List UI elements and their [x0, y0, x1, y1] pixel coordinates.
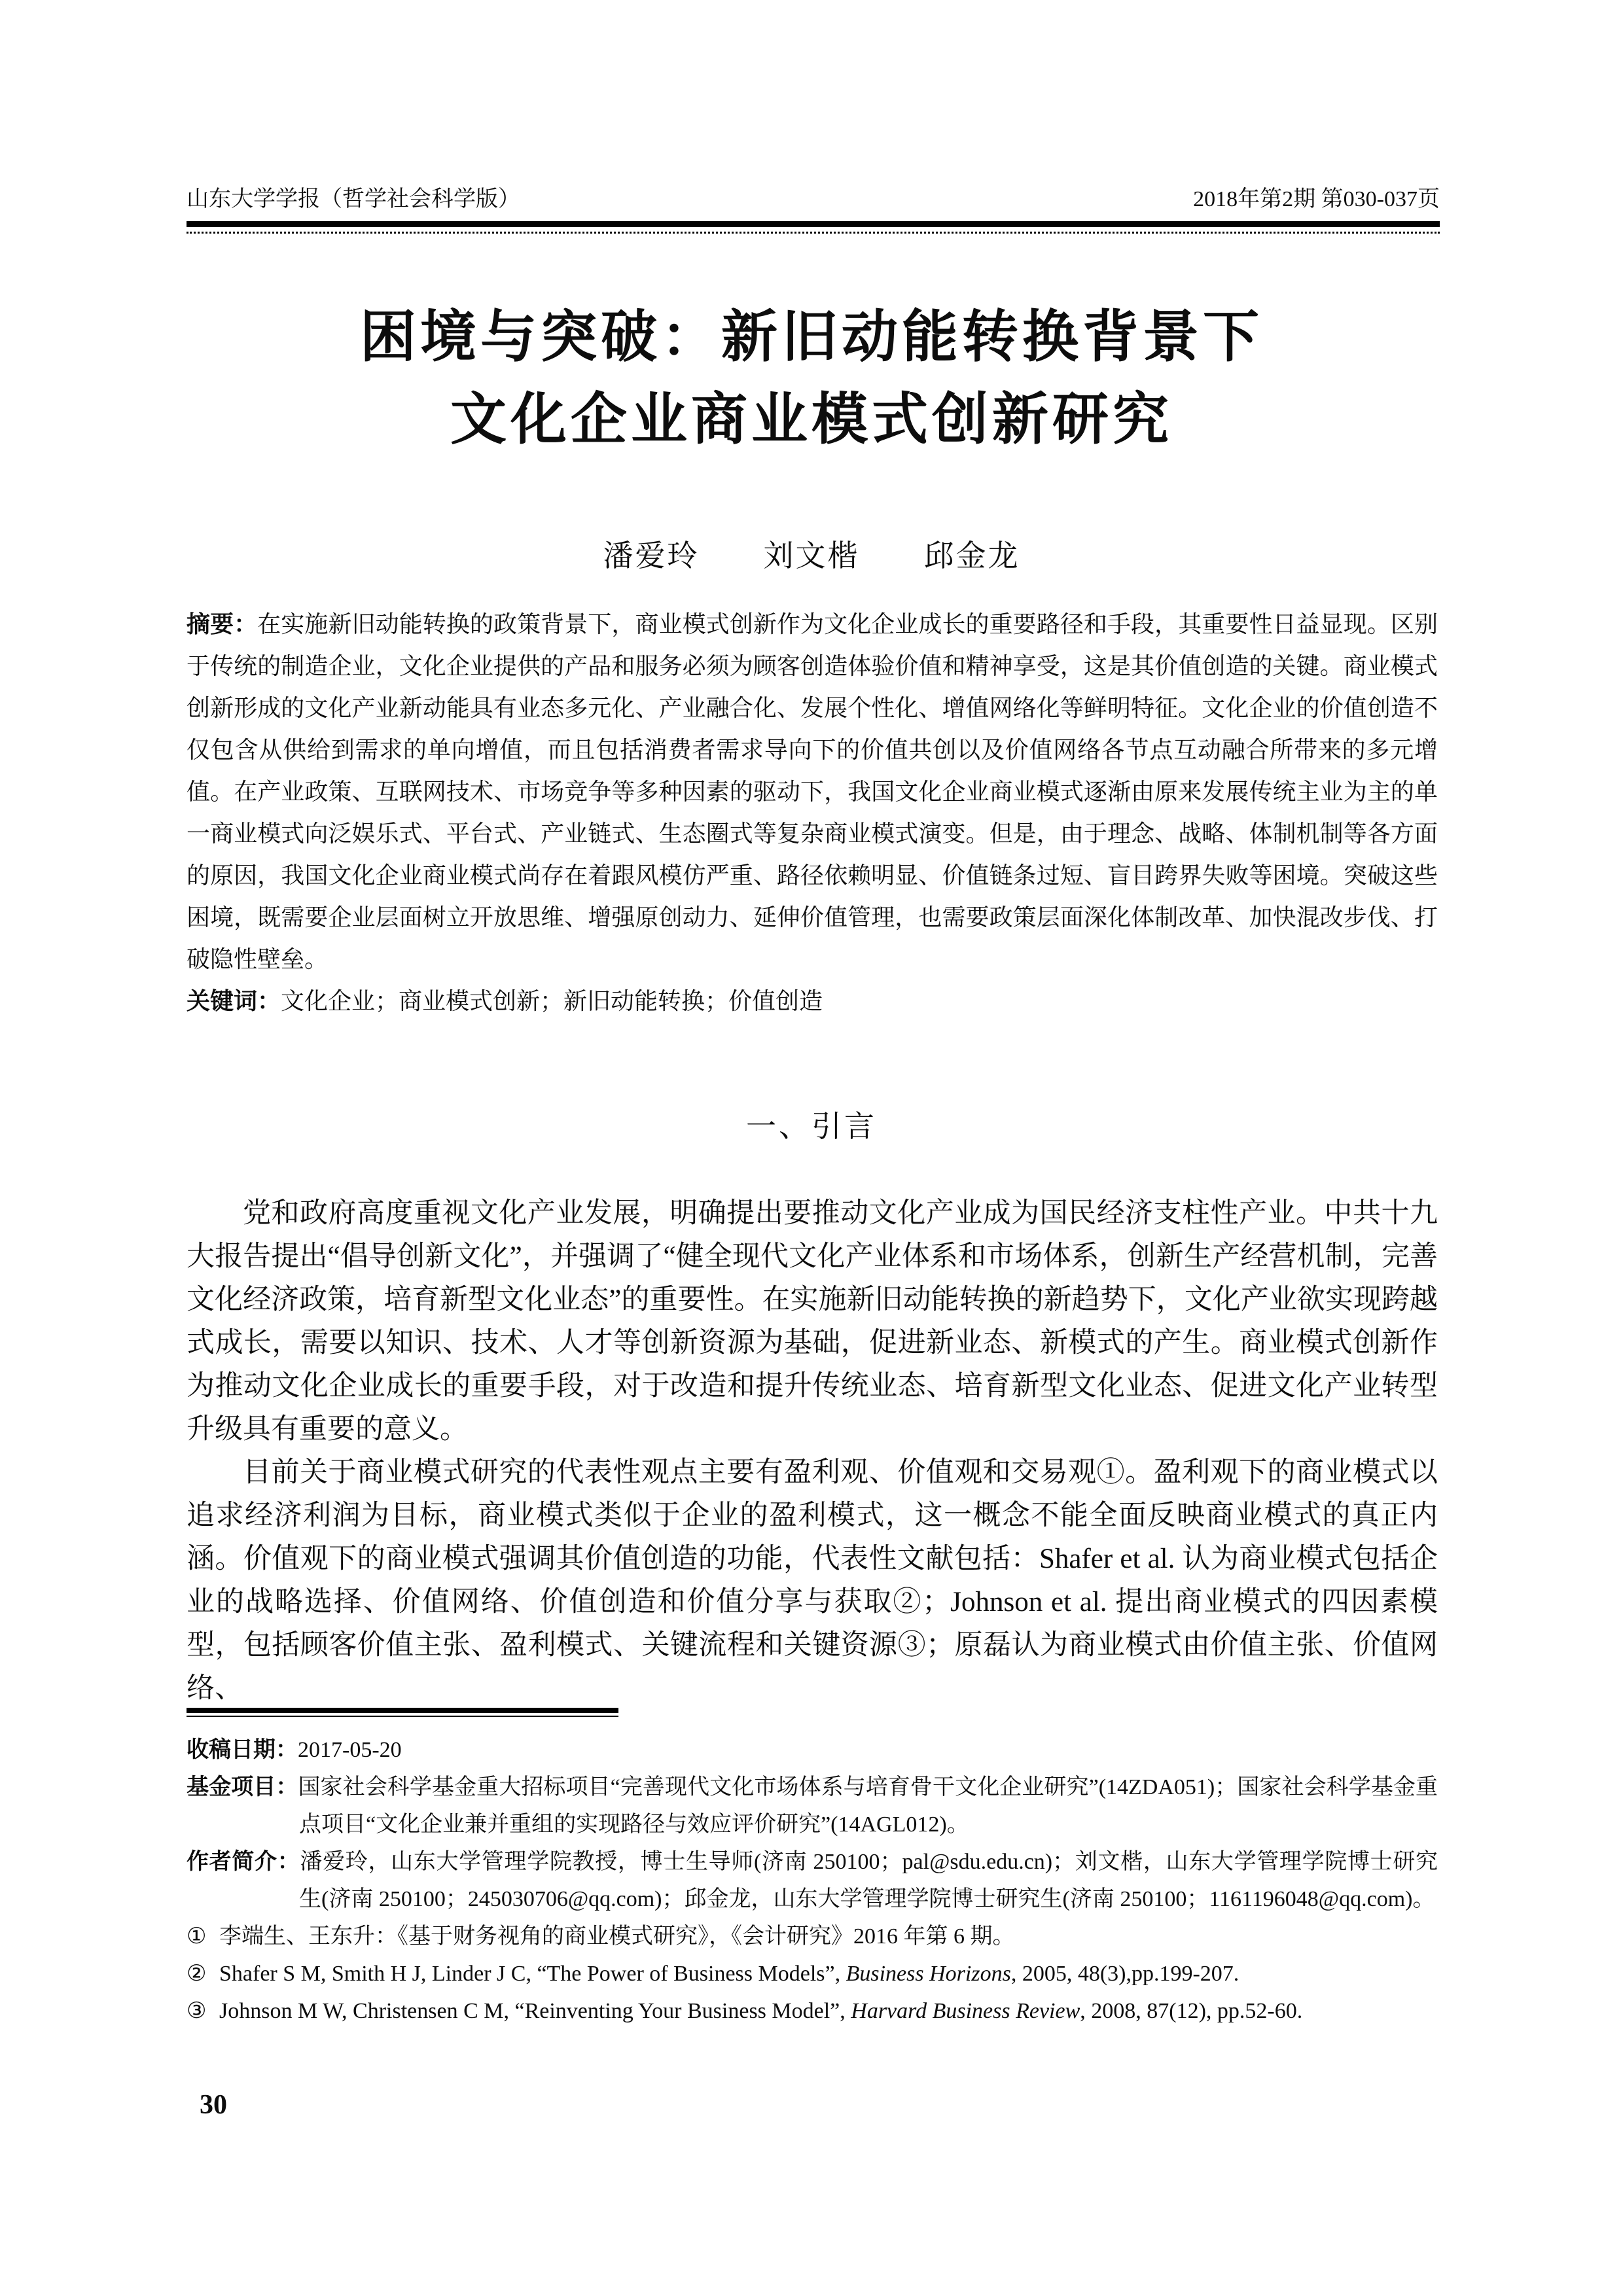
received-date-value: 2017-05-20 [298, 1738, 402, 1762]
page-number: 30 [200, 2090, 227, 2120]
keywords-label: 关键词： [187, 987, 281, 1014]
intro-paragraph-2: 目前关于商业模式研究的代表性观点主要有盈利观、价值观和交易观①。盈利观下的商业模式以追求经济利润为目标，商业模式类似于企业的盈利模式，这一概念不能全面反映商业模式的真正内涵。价值观下的商业模式强调其价值创造的功能，代表性文献包括：Shafer et al. 认为商业模式包括企业的战略选择、价值网络、价值创造和价值分享与获取②；Johnson et al. 提出商业模式的四因素模型，包括顾客价值主张、盈利模式、关键流程和关键资源③；原磊认为商业模式由价值主张、价值网络、 [187, 1457, 1438, 1704]
author-bio-text: 潘爱玲，山东大学管理学院教授，博士生导师(济南 250100；pal@sdu.edu.cn)；刘文楷，山东大学管理学院博士研究生(济南 250100；245030706@qq.com)；邱金龙，山东大学管理学院博士研究生(济南 250100；1161196048@qq.com)。 [299, 1850, 1438, 1911]
footnote-text-1: 李端生、王东升：《基于财务视角的商业模式研究》，《会计研究》2016 年第 6 期。 [219, 1924, 1015, 1949]
keywords-line [187, 980, 1438, 1022]
intro-paragraph-1: 党和政府高度重视文化产业发展，明确提出要推动文化产业成为国民经济支柱性产业。中共十九大报告提出“倡导创新文化”，并强调了“健全现代文化产业体系和市场体系，创新生产经营机制，完善文化经济政策，培育新型文化业态”的重要性。在实施新旧动能转换的新趋势下，文化产业欲实现跨越式成长，需要以知识、技术、人才等创新资源为基础，促进新业态、新模式的产生。商业模式创新作为推动文化企业成长的重要手段，对于改造和提升传统业态、培育新型文化业态、促进文化产业转型升级具有重要的意义。 [187, 1198, 1438, 1445]
header-rule-dotted [187, 232, 1440, 234]
footnote-text-2-pre: Shafer S M, Smith H J, Linder J C, “The Power of Business Models”, [219, 1962, 846, 1986]
footnote-text-3-post: , 2008, 87(12), pp.52-60. [1080, 1999, 1303, 2023]
article-title-line2: 文化企业商业模式创新研究 [450, 388, 1173, 451]
running-head [187, 186, 1440, 213]
received-date-label: 收稿日期： [187, 1737, 298, 1762]
footnote-marker-2: ② [187, 1962, 207, 1986]
footnote-item-1 [187, 1918, 1438, 1955]
header-rule-thick [187, 221, 1440, 227]
funding-label: 基金项目： [187, 1775, 298, 1799]
journal-name: 山东大学学报（哲学社会科学版） [187, 187, 520, 211]
footnote-item-2 [187, 1955, 1438, 1992]
abstract-text: 在实施新旧动能转换的政策背景下，商业模式创新作为文化企业成长的重要路径和手段，其重要性日益显现。区别于传统的制造企业，文化企业提供的产品和服务必须为顾客创造体验价值和精神享受，这是其价值创造的关键。商业模式创新形成的文化产业新动能具有业态多元化、产业融合化、发展个性化、增值网络化等鲜明特征。文化企业的价值创造不仅包含从供给到需求的单向增值，而且包括消费者需求导向下的价值共创以及价值网络各节点互动融合所带来的多元增值。在产业政策、互联网技术、市场竞争等多种因素的驱动下，我国文化企业商业模式逐渐由原来发展传统主业为主的单一商业模式向泛娱乐式、平台式、产业链式、生态圈式等复杂商业模式演变。但是，由于理念、战略、体制机制等各方面的原因，我国文化企业商业模式尚存在着跟风模仿严重、路径依赖明显、价值链条过短、盲目跨界失败等困境。突破这些困境，既需要企业层面树立开放思维、增强原创动力、延伸价值管理，也需要政策层面深化体制改革、加快混改步伐、打破隐性壁垒。 [187, 611, 1438, 972]
footnote-block [187, 1731, 1438, 2030]
issue-info: 2018年第2期 第030-037页 [1193, 187, 1440, 211]
journal-title-italic-2: Business Horizons [846, 1962, 1011, 1986]
footnote-text-2-post: , 2005, 48(3),pp.199-207. [1010, 1962, 1240, 1986]
footnote-item-3 [187, 1992, 1438, 2030]
intro-body [187, 1192, 1438, 1710]
abstract-label: 摘要： [187, 610, 258, 637]
footnote-marker-3: ③ [187, 1999, 207, 2023]
footnote-text-3-pre: Johnson M W, Christensen C M, “Reinventing Your Business Model”, [219, 1999, 851, 2023]
author-bio [187, 1843, 1438, 1918]
received-date [187, 1731, 1438, 1769]
author-bio-label: 作者简介： [187, 1849, 300, 1874]
journal-title-italic-3: Harvard Business Review [851, 1999, 1080, 2023]
footnote-marker-1: ① [187, 1924, 207, 1949]
keywords-text: 文化企业；商业模式创新；新旧动能转换；价值创造 [281, 988, 823, 1014]
article-title-line1: 困境与突破：新旧动能转换背景下 [360, 306, 1263, 368]
abstract-paragraph [187, 603, 1438, 980]
authors: 潘爱玲 刘文楷 邱金龙 [603, 539, 1020, 573]
section-heading-intro: 一、引言 [746, 1110, 877, 1143]
footnote-divider [187, 1708, 618, 1717]
funding-project [187, 1769, 1438, 1843]
abstract-block [187, 603, 1438, 1022]
funding-text: 国家社会科学基金重大招标项目“完善现代文化市场体系与培育骨干文化企业研究”(14ZDA051)；国家社会科学基金重点项目“文化企业兼并重组的实现路径与效应评价研究”(14AGL012)。 [298, 1775, 1438, 1837]
